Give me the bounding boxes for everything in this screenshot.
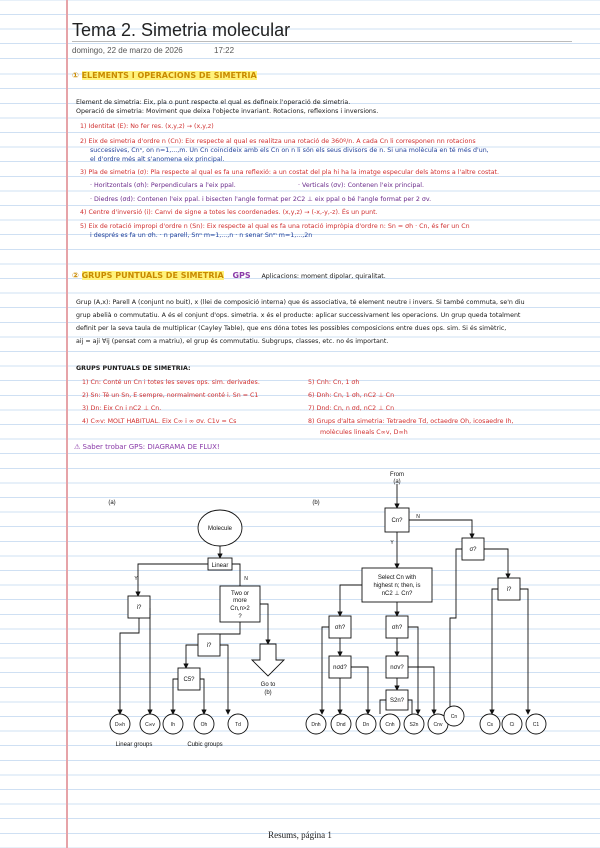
group-def-line1: Grup (A,x): Parell A (conjunt no buit), x (llei de composició interna) que és associativa, té element neutre i invers. Si també commuta, se'n diu bbox=[76, 299, 525, 306]
text-nsigma-v: nσv? bbox=[390, 665, 404, 671]
section2-gps: GPS bbox=[232, 271, 251, 280]
text-select-1: Select Cn with bbox=[377, 575, 417, 581]
text-cubic-groups: Cubic groups bbox=[187, 742, 223, 748]
section2-heading: GRUPS PUNTUALS DE SIMETRIA bbox=[81, 271, 224, 280]
text-end-td: Td bbox=[235, 722, 241, 728]
flowchart-svg bbox=[100, 468, 560, 808]
text-n1: N bbox=[244, 576, 248, 582]
item-identity: 1) Identitat (E): No fer res. (x,y,z) → (x,y,z) bbox=[80, 123, 214, 130]
text-linear-groups: Linear groups bbox=[115, 742, 153, 748]
text-select-3: nC2 ⊥ Cn? bbox=[381, 591, 413, 597]
item-plane-vertical: · Verticals (σv): Contenen l'eix principal. bbox=[298, 182, 425, 189]
element-definition: Element de simetria: Eix, pla o punt respecte el qual es defineix l'operació de simetria. bbox=[76, 99, 351, 106]
page-time: 17:22 bbox=[214, 46, 235, 55]
point-group-left-3: 3) Dn: Eix Cn i nC2 ⊥ Cn. bbox=[82, 405, 162, 412]
text-end-oh: Oh bbox=[200, 722, 208, 728]
margin-line bbox=[66, 0, 68, 848]
text-end-dnh: Dnh bbox=[311, 722, 321, 728]
text-linear: Linear bbox=[211, 563, 229, 569]
text-end-s2n: S2n bbox=[409, 722, 419, 728]
item-plane-line1: 3) Pla de simetria (σ): Pla respecte al qual es fa una reflexió: a un costat del pla hi ha la imatge especular dels àtoms a l'altre costat. bbox=[80, 169, 500, 176]
section2-applications: Aplicacions: moment dipolar, quiralitat. bbox=[261, 273, 386, 280]
text-i-a: i? bbox=[136, 605, 142, 611]
text-c5: C5? bbox=[183, 677, 195, 683]
item-axis-line3: el d'ordre més alt s'anomena eix principal. bbox=[90, 156, 225, 163]
text-two-3: Cn,n>2 bbox=[230, 606, 250, 612]
text-sigma: σ? bbox=[469, 547, 477, 553]
text-two-2: more bbox=[233, 598, 247, 604]
text-end-ci: Ci bbox=[509, 722, 515, 728]
text-goto-1: Go to bbox=[260, 682, 276, 688]
text-n-b: N bbox=[416, 514, 420, 520]
point-groups-title: GRUPS PUNTUALS DE SIMETRIA: bbox=[76, 365, 191, 372]
warning-icon: ⚠ bbox=[74, 443, 81, 451]
text-molecule: Molecule bbox=[207, 526, 233, 532]
text-y-b: Y bbox=[390, 540, 394, 546]
point-group-right-6: 6) Dnh: Cn, 1 σh, nC2 ⊥ Cn bbox=[308, 392, 395, 399]
text-end-cnv: Cnv bbox=[433, 722, 443, 728]
item-axis-line1: 2) Eix de simetria d'ordre n (Cn): Eix respecte al qual es realitza una rotació de 360º/n. A cada Cn li corresponen nn rotacions bbox=[80, 138, 476, 145]
label-a: (a) bbox=[108, 500, 116, 506]
text-i2-a: i? bbox=[206, 643, 212, 649]
text-end-dn: Dn bbox=[362, 722, 370, 728]
section2-number: ② bbox=[72, 271, 79, 280]
item-axis-line2: successives, Cnⁿ, on n=1,...,m. Un Cn coincideix amb els Cn on n li són els seus divisors de n. Si una molècula en té més d'un, bbox=[90, 147, 489, 154]
page-date: domingo, 22 de marzo de 2026 bbox=[72, 46, 183, 55]
text-end-cinfv: C∞v bbox=[145, 722, 155, 728]
point-group-right-7: 7) Dnd: Cn, n σd, nC2 ⊥ Cn bbox=[308, 405, 395, 412]
text-select-2: highest n; then, is bbox=[373, 583, 421, 589]
page-footer: Resums, página 1 bbox=[268, 830, 332, 840]
page-title: Tema 2. Simetria molecular bbox=[72, 20, 291, 40]
point-group-left-2: 2) Sn: Té un Sn, E sempre, normalment conté i. Sn = C1 bbox=[82, 392, 259, 399]
text-end-cn: Cn bbox=[450, 714, 458, 720]
point-group-right-5: 5) Cnh: Cn, 1 σh bbox=[308, 379, 360, 386]
warning-text: Saber trobar GPS: DIAGRAMA DE FLUX! bbox=[82, 443, 220, 451]
text-end-dnd: Dnd bbox=[336, 722, 346, 728]
section1-heading-row bbox=[72, 72, 257, 81]
text-sigma-h1: σh? bbox=[334, 625, 346, 631]
text-y1: Y bbox=[134, 576, 138, 582]
text-end-cs: Cs bbox=[486, 722, 494, 728]
item-inversion: 4) Centre d'inversió (i): Canvi de signe a totes les coordenades. (x,y,z) → (-x,-y,-z). És un punt. bbox=[80, 209, 378, 216]
text-two-4: ? bbox=[238, 614, 242, 620]
operation-definition: Operació de simetria: Moviment que deixa l'objecte invariant. Rotacions, reflexions i inversions. bbox=[76, 108, 379, 115]
text-i-b: i? bbox=[506, 587, 512, 593]
text-end-cnh: Cnh bbox=[385, 722, 395, 728]
title-divider bbox=[72, 41, 572, 42]
warning-row bbox=[74, 443, 220, 452]
point-group-right-8: 8) Grups d'alta simetria: Tetraedre Td, octaedre Oh, icosaedre Ih, bbox=[308, 418, 514, 425]
text-sigma-h2: σh? bbox=[391, 625, 403, 631]
point-group-left-4: 4) C∞v: MOLT HABITUAL. Eix C∞ i ∞ σv. C1v = Cs bbox=[82, 418, 237, 425]
flowchart-figure bbox=[100, 468, 560, 808]
text-end-dinfh: D∞h bbox=[115, 722, 125, 728]
section1-number: ① bbox=[72, 71, 79, 80]
text-s2n: S2n? bbox=[389, 698, 405, 704]
text-two-1: Two or bbox=[230, 591, 250, 597]
item-plane-horizontal: · Horitzontals (σh): Perpendiculars a l'eix ppal. bbox=[90, 182, 236, 189]
label-b: (b) bbox=[312, 500, 320, 506]
text-goto-2: (b) bbox=[264, 690, 272, 696]
text-from-2: (a) bbox=[393, 479, 401, 485]
group-def-line2: grup abelià o commutatiu. A és el conjunt d'ops. simetria. x és el producte: aplicar successivament les operacions. Un grup queda totalment bbox=[76, 312, 521, 319]
point-group-left-1: 1) Cn: Conté un Cn i totes les seves ops. sim. derivades. bbox=[82, 379, 260, 386]
text-end-ih: Ih bbox=[170, 722, 176, 728]
text-cn: Cn? bbox=[391, 518, 403, 524]
text-nsigma-d: nσd? bbox=[333, 665, 347, 671]
item-improper-line1: 5) Eix de rotació impropi d'ordre n (Sn): Eix respecte al qual es fa una rotació impròpia d'ordre n: Sn = σh · Cn, és fer un Cn bbox=[80, 223, 470, 230]
group-def-line3: definit per la seva taula de multiplicar (Cayley Table), que ens dóna totes les possibles composicions entre dues ops. sim. Si és simètric, bbox=[76, 325, 507, 332]
item-plane-dihedral: · Diedres (σd): Contenen l'eix ppal. i bisecten l'angle format per 2C2 ⊥ eix ppal o bé l'angle format per 2 σv. bbox=[90, 196, 432, 203]
group-def-line4: aij = aji ∀ij (pensat com a matriu), el grup és commutatiu. Subgrups, classes, etc. no és important. bbox=[76, 338, 389, 345]
text-end-c1: C1 bbox=[532, 722, 540, 728]
point-group-right-8b: molècules lineals C∞v, D∞h bbox=[320, 429, 408, 436]
text-from-1: From bbox=[390, 472, 404, 478]
section2-heading-row bbox=[72, 272, 386, 282]
section1-heading: ELEMENTS I OPERACIONS DE SIMETRIA bbox=[81, 71, 257, 80]
goto-arrow bbox=[252, 644, 284, 676]
item-improper-line2: i després es fa un σh. · n parell, Snⁿ m=1,...,n · n senar Snᵐ m=1,...,2n bbox=[90, 232, 313, 239]
